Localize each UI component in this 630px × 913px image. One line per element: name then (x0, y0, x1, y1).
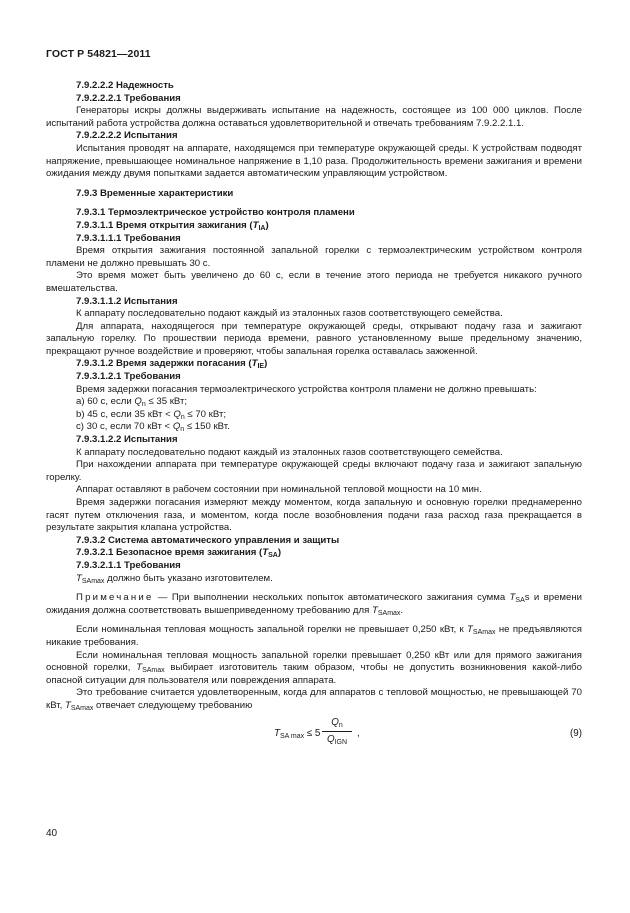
formula-9 (46, 717, 582, 751)
heading-7-9-3-1: 7.9.3.1 Термоэлектрическое устройство контроля пламени (76, 207, 355, 219)
paragraph: Время открытия зажигания постоянной запальной горелки с термоэлектрическим устройством контроля пламени не должно превышать 30 с. (46, 245, 582, 269)
paragraph: Для аппарата, находящегося при температуре окружающей среды, открывают подачу газа и зажигают запальную горелку. По прошествии периода времени, равного установленному выше предельному значению, прекращают ручное воздействие и проверяют, чтобы запальная горелка оставалась зажженной. (46, 320, 582, 357)
paragraph: Если номинальная тепловая мощность запальной горелки превышает 0,250 кВт или для прямого зажигания основной горелки, $T_{SAmax}$ выбирает изготовитель таким образом, чтобы не допустить возникновения какой-либо опасной ситуации для пользователя или повреждения аппарата. (46, 649, 583, 686)
paragraph: Если номинальная тепловая мощность запальной горелки не превышает 0,250 кВт, к $T_{SAmax}$ не предъявляются никакие требования. (46, 624, 582, 648)
heading-7-9-3-2-1: 7.9.3.2.1 Безопасное время зажигания $(T_{SA})$ (76, 547, 282, 560)
paragraph: Аппарат оставляют в рабочем состоянии при номинальной тепловой мощности на 10 мин. (76, 484, 482, 496)
paragraph: $T_{SAmax}$ должно быть указано изготовителем. (76, 572, 273, 585)
heading-7-9-3-1-2: 7.9.3.1.2 Время задержки погасания $(T_{IE})$ (76, 358, 268, 371)
heading-7-9-3-2-1-1: 7.9.3.2.1.1 Требования (76, 559, 181, 571)
heading-7-9-3-1-2-2: 7.9.3.1.2.2 Испытания (76, 434, 178, 446)
fraction-numerator: $Q_n$ (331, 716, 343, 729)
paragraph: Это время может быть увеличено до 60 с, если в течение этого периода не требуется никакого ручного вмешательства. (46, 270, 582, 294)
paragraph: Испытания проводят на аппарате, находящемся при температуре окружающей среды. К устройствам подводят напряжение, превышающее номинальное напряжение в 1,10 раза. Продолжительность времени зажигания и времени ожидания между двумя попытками задается автоматическим управляющим устройством. (46, 142, 582, 180)
heading-7-9-3-1-2-1: 7.9.3.1.2.1 Требования (76, 371, 181, 383)
heading-7-9-2-2-2-2: 7.9.2.2.2.2 Испытания (76, 130, 178, 142)
formula-number: (9) (570, 727, 582, 739)
heading-7-9-2-2-2-1: 7.9.2.2.2.1 Требования (76, 92, 181, 104)
paragraph: К аппарату последовательно подают каждый из эталонных газов соответствующего семейства. (76, 446, 503, 458)
heading-7-9-2-2-2: 7.9.2.2.2 Надежность (76, 80, 174, 91)
list-item-c: c) 30 с, если 70 кВт < $Q_n \le 150$ кВт. (76, 421, 230, 434)
heading-7-9-3-1-1: 7.9.3.1.1 Время открытия зажигания $(T_{IA})$ (76, 219, 269, 232)
list-item-a: a) 60 с, если $Q_n \le 35$ кВт; (76, 396, 188, 409)
heading-7-9-3-1-1-2: 7.9.3.1.1.2 Испытания (76, 295, 178, 307)
paragraph: При нахождении аппарата при температуре окружающей среды включают подачу газа и зажигают запальную горелку. (46, 459, 582, 483)
formula-comma: , (357, 727, 360, 739)
fraction-denominator: $Q_{IGN}$ (326, 733, 348, 746)
page-content (46, 80, 582, 751)
paragraph: Время задержки погасания измеряют между моментом, когда запальную и основную горелки преднамеренно гасят путем отключения газа, и моментом, когда после возобновления подачи газа расход газа прекращается в результате закрытия клапана устройства. (46, 497, 582, 534)
heading-7-9-3: 7.9.3 Временные характеристики (76, 187, 234, 199)
page-number: 40 (46, 828, 58, 839)
paragraph: Время задержки погасания термоэлектрического устройства контроля пламени не должно превышать: (76, 383, 537, 395)
note-label: Примечание (76, 592, 154, 604)
list-item-b: b) 45 с, если 35 кВт < $Q_n \le 70$ кВт; (76, 408, 227, 421)
formula-fraction (322, 717, 352, 747)
paragraph: Генераторы искры должны выдерживать испытание на надежность, состоящее из 100 000 циклов. После испытаний работа устройства должна оставаться удовлетворительной и отвечать требованиям 7.9.2.2.1.1. (46, 105, 582, 129)
paragraph: Это требование считается удовлетворенным, когда для аппаратов с тепловой мощностью, не превышающей 70 кВт, $T_{SAmax}$ отвечает следующему требованию (46, 687, 582, 712)
formula-lhs: $T_{SA max} \le 5$ (274, 727, 321, 740)
heading-7-9-3-2: 7.9.3.2 Система автоматического управления и защиты (76, 534, 340, 546)
document-header: ГОСТ Р 54821—2011 (46, 48, 151, 60)
heading-7-9-3-1-1-1: 7.9.3.1.1.1 Требования (76, 232, 181, 244)
paragraph: К аппарату последовательно подают каждый из эталонных газов соответствующего семейства. (76, 308, 503, 320)
fraction-bar (322, 731, 352, 732)
note: Примечание — При выполнении нескольких попыток автоматического зажигания сумма $T_{SA}s$ и времени ожидания должна соответствовать вышеприведенному требованию для $T_{SAmax}$. (46, 592, 582, 617)
